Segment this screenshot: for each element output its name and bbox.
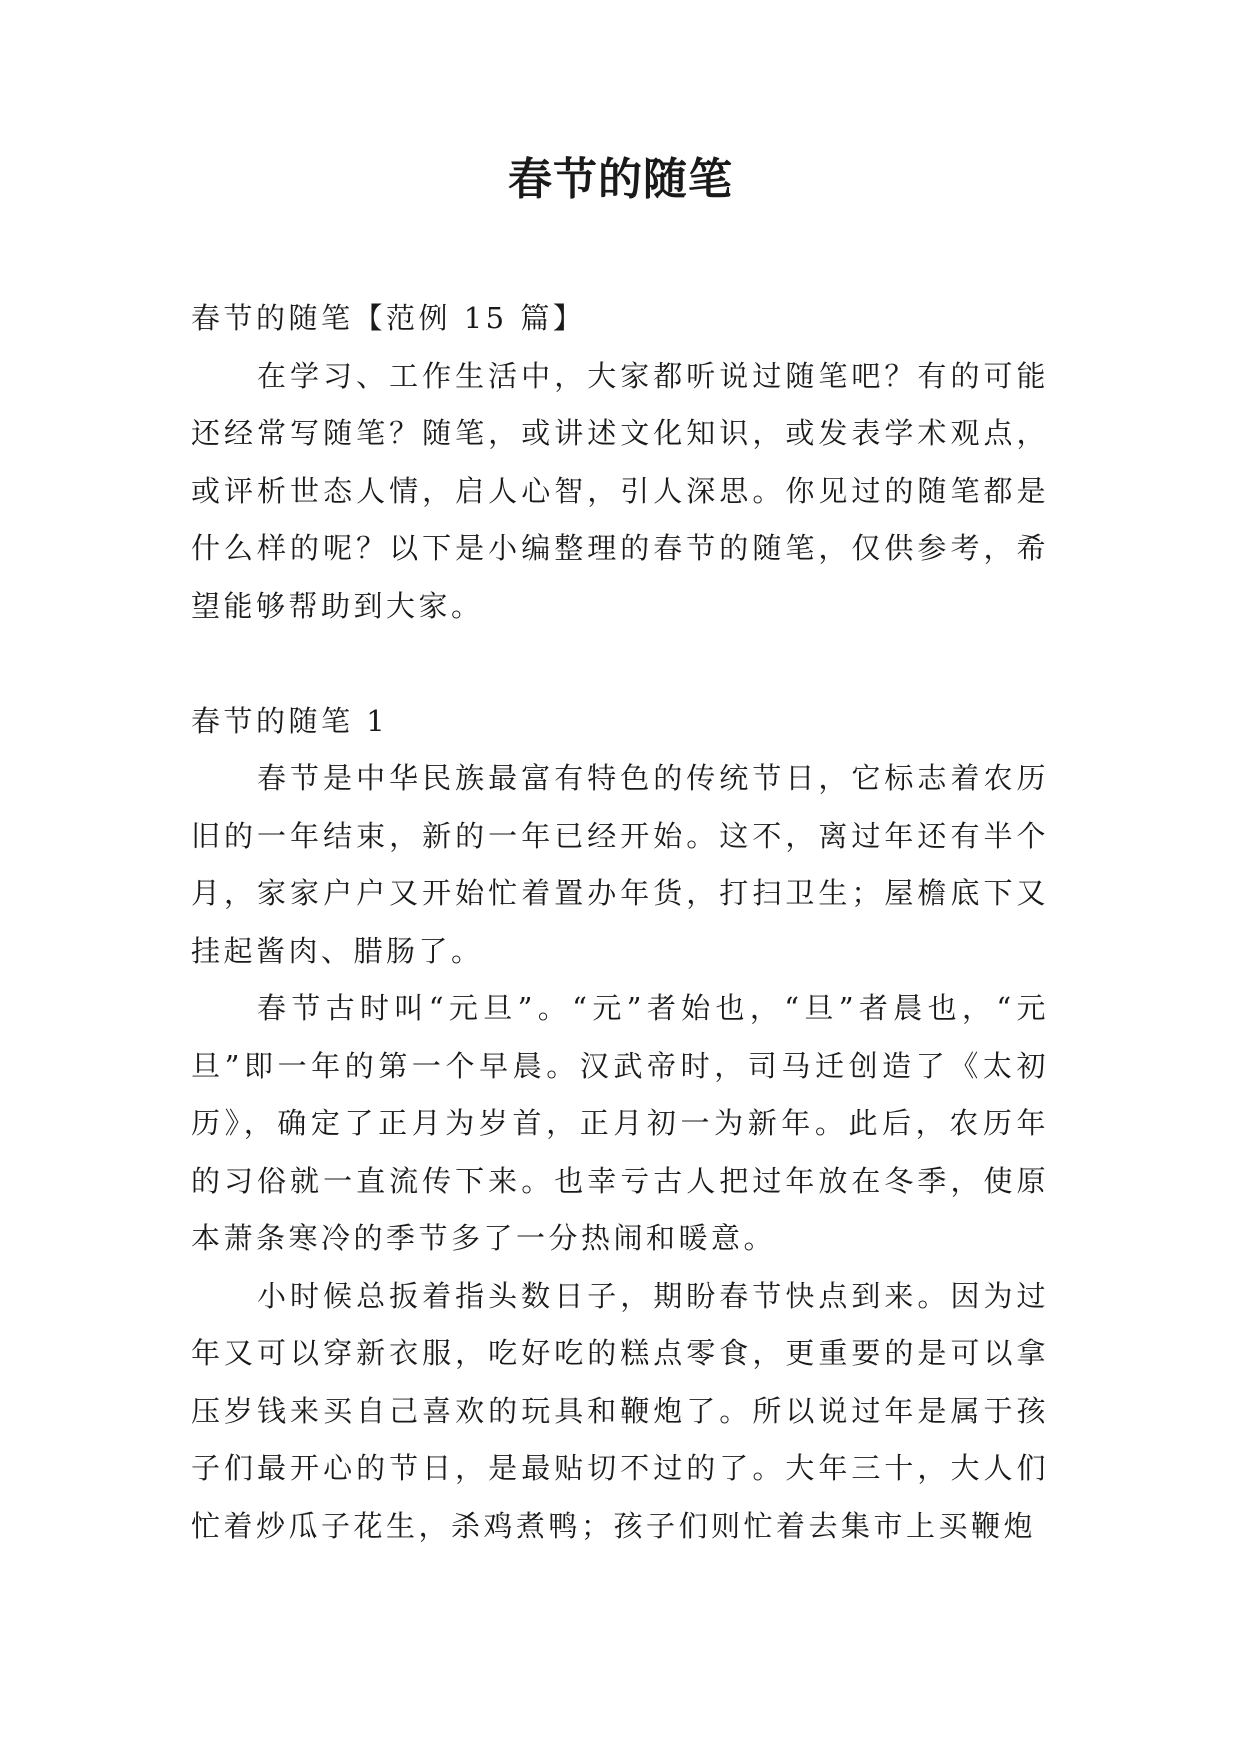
body-paragraph: 小时候总扳着指头数日子，期盼春节快点到来。因为过年又可以穿新衣服，吃好吃的糕点零食，更重要的是可以拿压岁钱来买自己喜欢的玩具和鞭炮了。所以说过年是属于孩子们最开心的节日，是最贴切不过的了。大年三十，大人们忙着炒瓜子花生，杀鸡煮鸭；孩子们则忙着去集市上买鞭炮 [191,1278,1049,1543]
document-body [191,290,1049,1555]
body-paragraph: 春节是中华民族最富有特色的传统节日，它标志着农历旧的一年结束，新的一年已经开始。这不，离过年还有半个月，家家户户又开始忙着置办年货，打扫卫生；屋檐底下又挂起酱肉、腊肠了。 [191,761,1049,968]
document-subtitle: 春节的随笔【范例 15 篇】 [191,301,586,335]
intro-paragraph: 在学习、工作生活中，大家都听说过随笔吧？有的可能还经常写随笔？随笔，或讲述文化知识，或发表学术观点，或评析世态人情，启人心智，引人深思。你见过的随笔都是什么样的呢？以下是小编整理的春节的随笔，仅供参考，希望能够帮助到大家。 [191,358,1049,623]
section-spacer [191,635,1049,693]
section-heading: 春节的随笔 1 [191,703,389,738]
body-paragraph: 春节古时叫“元旦”。“元”者始也，“旦”者晨也，“元旦”即一年的第一个早晨。汉武帝时，司马迁创造了《太初历》，确定了正月为岁首，正月初一为新年。此后，农历年的习俗就一直流传下来。也幸亏古人把过年放在冬季，使原本萧条寒冷的季节多了一分热闹和暖意。 [191,991,1049,1255]
document-title: 春节的随笔 [508,154,733,205]
